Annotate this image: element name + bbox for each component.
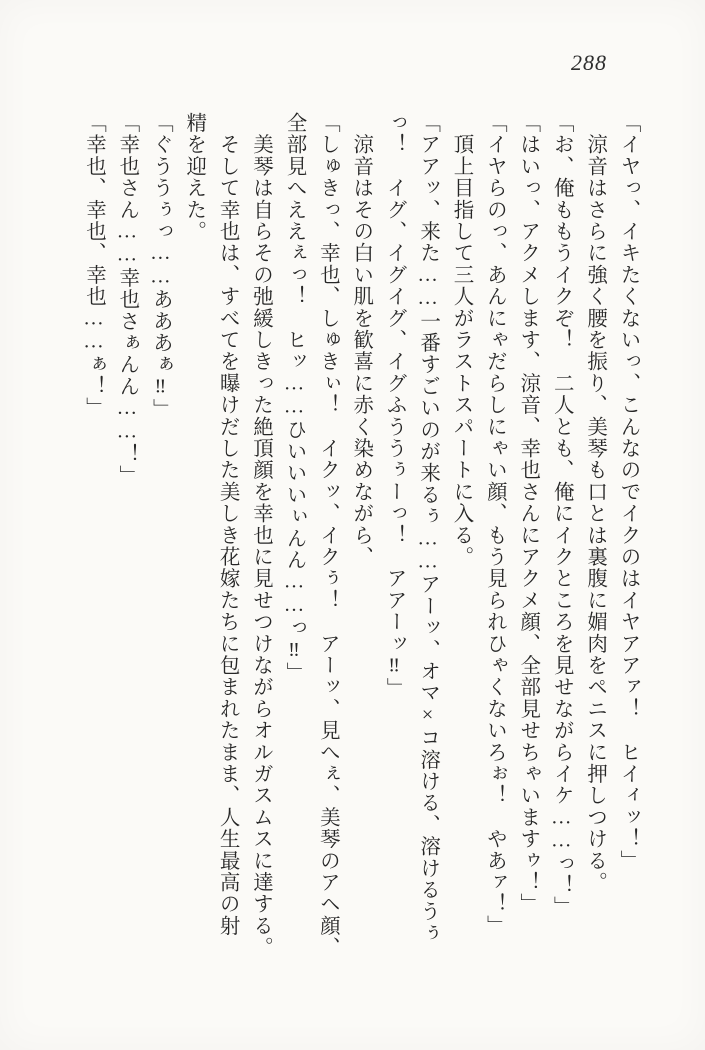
text-column: 「はいっ、アクメします、涼音、幸也さんにアクメ顔、全部見せちゃいますゥ！」 bbox=[516, 112, 539, 915]
text-column: 涼音はさらに強く腰を振り、美琴も口とは裏腹に媚肉をペニスに押しつける。 bbox=[583, 112, 606, 894]
text-column: 涼音はその白い肌を歓喜に赤く染めながら、 bbox=[349, 112, 372, 568]
text-column: 美琴は自らその弛緩しきった絶頂顔を幸也に見せつけながらオルガスムスに達する。 bbox=[249, 112, 272, 959]
text-column: 全部見へええぇっ！ ヒッ……ひいいいぃんん……っ‼」 bbox=[282, 112, 305, 684]
text-column: 「幸也さん……幸也さぁんん……！」 bbox=[115, 112, 138, 487]
text-block bbox=[76, 112, 644, 997]
page-number: 288 bbox=[571, 50, 607, 75]
text-column: 「しゅきっ、幸也、しゅきぃ！ イクッ、イクぅ！ アーッ、見へぇ、美琴のアヘ顔、 bbox=[316, 112, 339, 959]
text-column: 精を迎えた。 bbox=[182, 112, 205, 243]
text-column: 「アアッ、来た……一番すごいのが来るぅ……アーッ、オマ×コ溶ける、溶けるうぅ bbox=[416, 112, 439, 945]
text-column: 頂上目指して三人がラストスパートに入る。 bbox=[449, 112, 472, 568]
text-column: そして幸也は、すべてを曝けだした美しき花嫁たちに包まれたまま、人生最高の射 bbox=[216, 112, 239, 937]
text-column: 「イヤらのっ、あんにゃだらしにゃい顔、もう見られひゃくないろぉ！ やあァ！」 bbox=[483, 112, 506, 937]
text-column: 「ぐううぅっ……あああぁ‼」 bbox=[149, 112, 172, 421]
text-column: 「幸也、幸也、幸也……ぁ！」 bbox=[82, 112, 105, 419]
text-column: 「イヤっ、イキたくないっ、こんなのでイクのはイヤアアァ！ ヒイィッ！」 bbox=[617, 112, 639, 872]
text-column: っ！ イグ、イグイグ、イグふううぅーっ！ アアーッ‼」 bbox=[383, 112, 406, 700]
text-column: 「お、俺ももうイクぞ！ 二人とも、俺にイクところを見せながらイケ……っ！」 bbox=[550, 112, 573, 918]
